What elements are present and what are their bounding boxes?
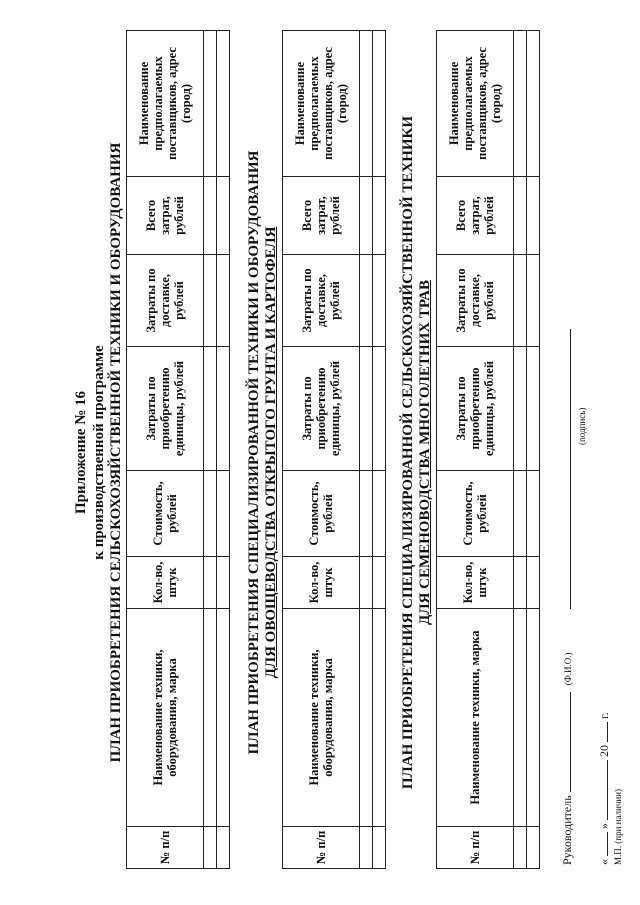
table-cell[interactable] — [373, 255, 386, 347]
table-2-title-line-1: ПЛАН ПРИОБРЕТЕНИЯ СПЕЦИАЛИЗИРОВАННОЙ ТЕХНИКИ И ОБОРУДОВАНИЯ — [246, 150, 262, 755]
table-cell[interactable] — [360, 827, 373, 869]
table-cell[interactable] — [527, 177, 540, 255]
col-unit-purchase-cost: Затраты по приобретению единицы, рублей — [437, 347, 514, 471]
col-supplier: Наименование предполагаемых поставщиков, адрес (город) — [127, 31, 204, 177]
table-cell[interactable] — [204, 471, 217, 557]
date-close-quote: » — [597, 823, 611, 829]
table-row — [217, 31, 230, 869]
table-cell[interactable] — [217, 827, 230, 869]
col-number: № п/п — [437, 827, 514, 869]
table-cell[interactable] — [204, 557, 217, 609]
appendix-number: Приложение № 16 — [73, 390, 89, 515]
table-row — [514, 31, 527, 869]
table-cell[interactable] — [514, 557, 527, 609]
col-supplier: Наименование предполагаемых поставщиков, адрес (город) — [437, 31, 514, 177]
table-cell[interactable] — [360, 177, 373, 255]
table-cell[interactable] — [360, 347, 373, 471]
table-cell[interactable] — [373, 347, 386, 471]
name-caption: (Ф.И.О.) — [563, 652, 573, 686]
col-equipment-name: Наименование техники, оборудования, марка — [127, 609, 204, 827]
table-cell[interactable] — [527, 471, 540, 557]
table-cell[interactable] — [514, 347, 527, 471]
col-quantity: Кол-во, штук — [437, 557, 514, 609]
table-cell[interactable] — [204, 31, 217, 177]
table-cell[interactable] — [514, 177, 527, 255]
table-cell[interactable] — [360, 255, 373, 347]
col-total-cost: Всего затрат, рублей — [283, 177, 360, 255]
table-cell[interactable] — [204, 609, 217, 827]
table-header-row — [437, 31, 514, 869]
table-cell[interactable] — [360, 31, 373, 177]
table-cell[interactable] — [373, 471, 386, 557]
table-3-title-line-2: ДЛЯ СЕМЕНОВОДСТВА МНОГОЛЕТНИХ ТРАВ — [417, 280, 433, 625]
signature-caption: (подпись) — [577, 407, 587, 445]
table-cell[interactable] — [527, 31, 540, 177]
col-cost: Стоимость, рублей — [437, 471, 514, 557]
col-equipment-name: Наименование техники, оборудования, марка — [283, 609, 360, 827]
table-cell[interactable] — [514, 609, 527, 827]
year-blank[interactable] — [607, 722, 608, 742]
table-cell[interactable] — [204, 347, 217, 471]
col-cost: Стоимость, рублей — [283, 471, 360, 557]
table-2-title — [246, 0, 280, 905]
table-header-row — [127, 31, 204, 869]
table-cell[interactable] — [527, 827, 540, 869]
table-cell[interactable] — [527, 557, 540, 609]
table-cell[interactable] — [204, 255, 217, 347]
table-row — [527, 31, 540, 869]
table-row — [373, 31, 386, 869]
table-1-title — [108, 0, 125, 905]
table-row — [204, 31, 217, 869]
table-2-title-line-2: ДЛЯ ОВОЩЕВОДСТВА ОТКРЫТОГО ГРУНТА И КАРТОФЕЛЯ — [263, 226, 279, 679]
day-blank[interactable] — [607, 832, 608, 856]
year-suffix: г. — [597, 712, 611, 719]
table-1-title-line: ПЛАН ПРИОБРЕТЕНИЯ СЕЛЬСКОХОЗЯЙСТВЕННОЙ ТЕХНИКИ И ОБОРУДОВАНИЯ — [108, 142, 124, 763]
table-cell[interactable] — [373, 557, 386, 609]
table-cell[interactable] — [527, 609, 540, 827]
table-cell[interactable] — [373, 31, 386, 177]
table-cell[interactable] — [217, 471, 230, 557]
table-cell[interactable] — [514, 255, 527, 347]
signature-line — [560, 329, 575, 865]
table-cell[interactable] — [514, 471, 527, 557]
table-cell[interactable] — [217, 557, 230, 609]
table-row — [360, 31, 373, 869]
signature-blank[interactable] — [570, 692, 571, 792]
col-number: № п/п — [283, 827, 360, 869]
table-header-row — [283, 31, 360, 869]
month-blank[interactable] — [607, 760, 608, 820]
signature-block — [560, 329, 625, 865]
plan-table-1 — [126, 30, 230, 869]
name-blank[interactable] — [570, 329, 571, 609]
table-cell[interactable] — [527, 255, 540, 347]
table-cell[interactable] — [373, 609, 386, 827]
table-cell[interactable] — [360, 557, 373, 609]
col-total-cost: Всего затрат, рублей — [127, 177, 204, 255]
head-label: Руководитель — [560, 795, 574, 865]
col-total-cost: Всего затрат, рублей — [437, 177, 514, 255]
table-3-title — [400, 0, 434, 905]
col-unit-purchase-cost: Затраты по приобретению единицы, рублей — [127, 347, 204, 471]
year-prefix: 20 — [597, 745, 611, 757]
date-line — [597, 329, 611, 865]
table-cell[interactable] — [217, 609, 230, 827]
appendix-subtitle: к производственной программе — [91, 345, 107, 560]
col-unit-purchase-cost: Затраты по приобретению единицы, рублей — [283, 347, 360, 471]
table-cell[interactable] — [360, 471, 373, 557]
table-cell[interactable] — [527, 347, 540, 471]
table-cell[interactable] — [373, 827, 386, 869]
table-cell[interactable] — [373, 177, 386, 255]
table-cell[interactable] — [217, 177, 230, 255]
col-equipment-name: Наименование техники, марка — [437, 609, 514, 827]
plan-table-3 — [436, 30, 540, 869]
table-cell[interactable] — [514, 31, 527, 177]
table-cell[interactable] — [514, 827, 527, 869]
col-delivery-cost: Затраты по доставке, рублей — [127, 255, 204, 347]
col-supplier: Наименование предполагаемых поставщиков, адрес (город) — [283, 31, 360, 177]
table-cell[interactable] — [217, 31, 230, 177]
table-cell[interactable] — [217, 255, 230, 347]
col-quantity: Кол-во, штук — [127, 557, 204, 609]
table-3-title-line-1: ПЛАН ПРИОБРЕТЕНИЯ СПЕЦИАЛИЗИРОВАННОЙ СЕЛЬСКОХОЗЯЙСТВЕННОЙ ТЕХНИКИ — [400, 115, 416, 790]
col-delivery-cost: Затраты по доставке, рублей — [437, 255, 514, 347]
col-quantity: Кол-во, штук — [283, 557, 360, 609]
col-delivery-cost: Затраты по доставке, рублей — [283, 255, 360, 347]
table-cell[interactable] — [360, 609, 373, 827]
table-cell[interactable] — [217, 347, 230, 471]
table-cell[interactable] — [204, 177, 217, 255]
col-number: № п/п — [127, 827, 204, 869]
plan-table-2 — [282, 30, 386, 869]
col-cost: Стоимость, рублей — [127, 471, 204, 557]
stamp-label: М.П. (при наличии) — [613, 789, 623, 865]
date-open-quote: « — [597, 859, 611, 865]
table-cell[interactable] — [204, 827, 217, 869]
